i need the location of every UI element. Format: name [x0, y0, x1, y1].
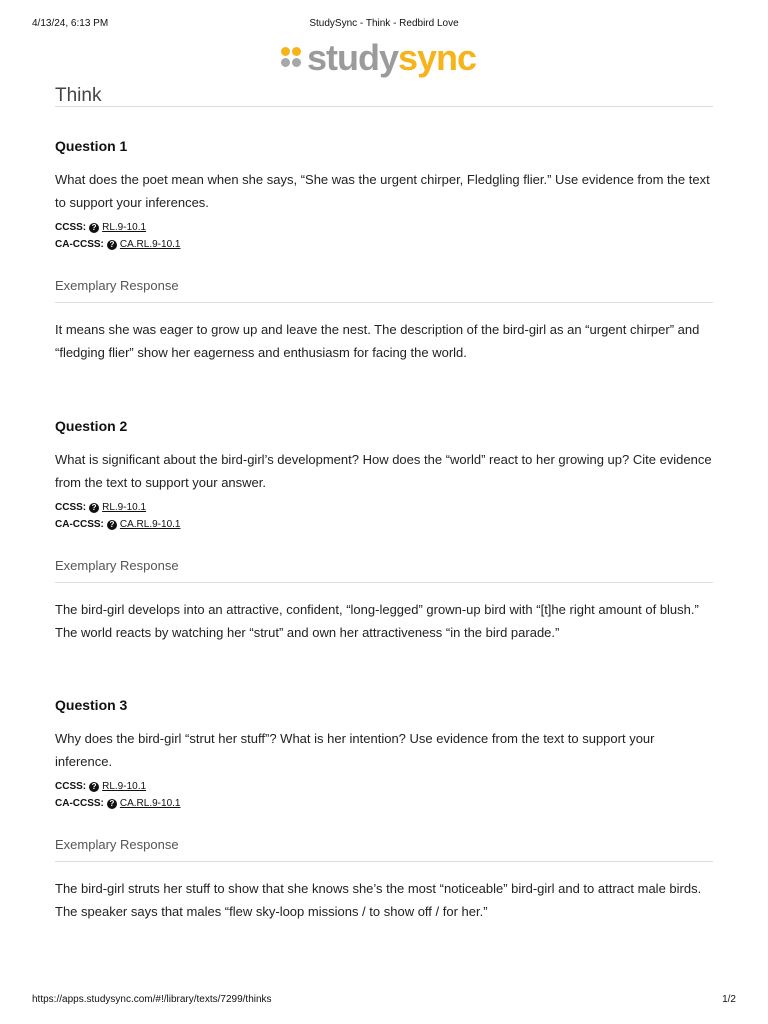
- exemplary-response-label: Exemplary Response: [55, 278, 179, 293]
- question-text: What is significant about the bird-girl’s development? How does the “world” react to her growing up? Cite evidence from the text to support your answer.: [55, 452, 712, 490]
- print-url: https://apps.studysync.com/#!/library/texts/7299/thinks: [32, 994, 272, 1005]
- info-icon[interactable]: ?: [107, 799, 117, 809]
- ccss-standard-link[interactable]: RL.9-10.1: [102, 222, 147, 233]
- logo-dots-icon: [281, 47, 303, 69]
- ca-ccss-standard-link[interactable]: CA.RL.9-10.1: [119, 798, 181, 809]
- info-icon[interactable]: ?: [89, 223, 99, 233]
- print-header: [32, 18, 736, 32]
- ccss-standard-link[interactable]: RL.9-10.1: [102, 781, 147, 792]
- question-text: What does the poet mean when she says, “She was the urgent chirper, Fledgling flier.” Use evidence from the text to support your inferences.: [55, 172, 710, 210]
- studysync-logo: [281, 38, 476, 78]
- exemplary-response-text: It means she was eager to grow up and leave the nest. The description of the bird-girl as an “urgent chirper” and “fledging flier” show her eagerness and enthusiasm for facing the world.: [55, 322, 700, 360]
- question-block-1: [55, 138, 713, 364]
- info-icon[interactable]: ?: [89, 782, 99, 792]
- ca-ccss-standard: CA-CCSS: ? CA.RL.9-10.1: [55, 795, 713, 812]
- info-icon[interactable]: ?: [89, 503, 99, 513]
- question-block-3: [55, 697, 713, 923]
- question-block-2: [55, 418, 713, 644]
- ca-ccss-standard: CA-CCSS: ? CA.RL.9-10.1: [55, 236, 713, 253]
- info-icon[interactable]: ?: [107, 520, 117, 530]
- question-text: Why does the bird-girl “strut her stuff”? What is her intention? Use evidence from the text to support your inference.: [55, 731, 655, 769]
- exemplary-response-text: The bird-girl struts her stuff to show that she knows she’s the most “noticeable” bird-girl and to attract male birds. The speaker says that males “flew sky-loop missions / to show off / for her.”: [55, 881, 702, 919]
- print-page-number: 1/2: [722, 994, 736, 1005]
- ca-ccss-standard-link[interactable]: CA.RL.9-10.1: [119, 519, 181, 530]
- ca-ccss-standard: CA-CCSS: ? CA.RL.9-10.1: [55, 516, 713, 533]
- print-datetime: 4/13/24, 6:13 PM: [32, 18, 109, 29]
- exemplary-response-text: The bird-girl develops into an attractive, confident, “long-legged” grown-up bird with “[t]he right amount of blush.” The world reacts by watching her “strut” and own her attractiveness “in the bird parade.”: [55, 602, 699, 640]
- exemplary-response-label: Exemplary Response: [55, 558, 179, 573]
- print-doc-title: StudySync - Think - Redbird Love: [309, 18, 459, 29]
- exemplary-response-label: Exemplary Response: [55, 837, 179, 852]
- ccss-standard: CCSS: ? RL.9-10.1: [55, 219, 713, 236]
- question-heading: Question 2: [55, 418, 128, 434]
- question-heading: Question 3: [55, 697, 128, 713]
- ccss-standard: CCSS: ? RL.9-10.1: [55, 778, 713, 795]
- response-divider: [55, 302, 713, 303]
- info-icon[interactable]: ?: [107, 240, 117, 250]
- response-divider: [55, 861, 713, 862]
- response-divider: [55, 582, 713, 583]
- ccss-standard: CCSS: ? RL.9-10.1: [55, 499, 713, 516]
- question-heading: Question 1: [55, 138, 128, 154]
- page-title: Think: [55, 84, 102, 106]
- logo-wordmark: studysync: [307, 37, 477, 78]
- title-divider: [55, 106, 713, 107]
- ca-ccss-standard-link[interactable]: CA.RL.9-10.1: [119, 239, 181, 250]
- ccss-standard-link[interactable]: RL.9-10.1: [102, 502, 147, 513]
